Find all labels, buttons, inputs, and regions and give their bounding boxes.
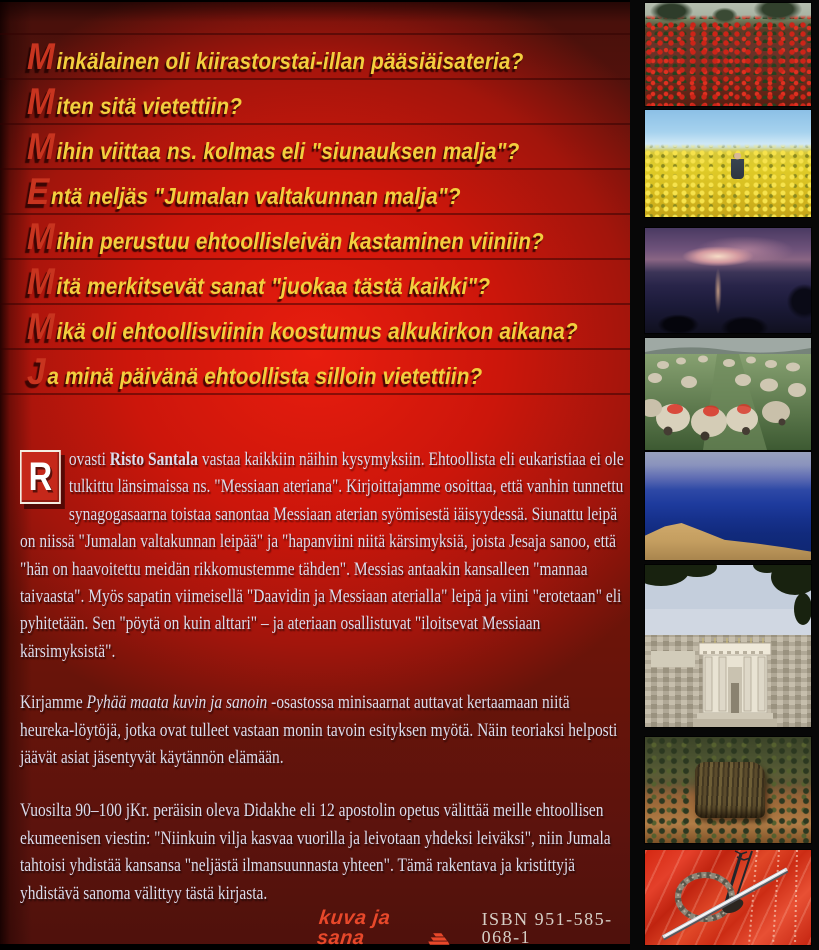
question-text: ihin perustuu ehtoollisleivän kastaminen viiniin? [56,228,544,254]
question-line [0,260,630,305]
body-text [20,446,625,931]
photo-blue-sea-coast [645,452,811,560]
question-text: ikä oli ehtoollisviinin koostumus alkukirkon aikana? [56,318,578,344]
intro-segment-b: vastaa kaikkiin näihin kysymyksiin. Ehtoollista eli eukaristiaa ei ole tulkittu länsimaissa ns. "Messiaan ateriana". Kirjoittajamme osoittaa, että vanhin tunnettu synagogasaarna toistaa sanontaa Messiaan aterian syömisestä iäisyydessä. Siunattu leipä on niissä "Jumalan valtakunnan leipää" ja "hapanviini niitä kärsimyksiä, joista Jesaja sanoo, että "hän on haavoitettu meidän rikkomustemme tähden". Messias antaakin kansalleen "mannaa taivaasta". Myös sapatin viimeisellä "Daavidin ja Messiaan aterialla" leipä ja viini "erotetaan" eli pyhitetään. Sen "pöytä on kuin alttari" – ja ateriaan osallistuvat "iloitsevat Messiaan kärsimyksistä". [20,449,624,662]
photo-crown-of-thorns [645,850,811,945]
photo-temple-model [645,565,811,727]
intro-segment-a: ovasti [68,449,110,470]
p2-segment-a: Kirjamme [20,692,87,714]
photo-strip [630,0,819,950]
photo-sheep-flock [645,338,811,450]
question-initial: M [27,80,55,122]
photo-olive-tree [645,737,811,843]
question-initial: M [27,35,55,77]
photo-sunset-sea [645,228,811,333]
question-initial: J [27,350,46,392]
question-line [0,215,630,260]
question-line [0,170,630,215]
questions-list [0,33,630,395]
author-name: Risto Santala [109,449,198,470]
question-text: iten sitä vietettiin? [56,93,243,119]
question-text: a minä päivänä ehtoollista silloin vietettiin? [47,363,483,389]
question-initial: M [27,125,55,167]
isbn-text: ISBN 951-585-068-1 [481,909,613,947]
sand-ridge [645,518,811,560]
question-initial: M [27,305,55,347]
person-figure [731,153,744,179]
question-text: itä merkitsevät sanat "juokaa tästä kaikki"? [56,273,491,299]
dropcap-letter: R [28,455,53,499]
temple-model-illustration [645,565,811,727]
book-section-title: Pyhää maata kuvin ja sanoin [86,692,268,714]
question-text: inkälainen oli kiirastorstai-illan pääsiäisateria? [56,48,524,74]
footer [315,907,630,949]
question-initial: M [27,215,55,257]
crown-of-thorns-illustration [645,850,811,945]
question-line [0,80,630,125]
publisher-logo-text: kuva ja sana [315,907,392,949]
paragraph-intro [20,446,625,665]
question-line [0,350,630,395]
olive-tree-trunk [695,762,765,817]
photo-poppy-field [645,3,811,106]
question-line [0,125,630,170]
question-text: ntä neljäs "Jumalan valtakunnan malja"? [51,183,461,209]
paragraph-book-section [20,689,625,771]
cover-red-panel [0,2,630,949]
sheep-flock-illustration [645,338,811,450]
paragraph-didache: Vuosilta 90–100 jKr. peräisin oleva Didakhe eli 12 apostolin opetus välittää meille ehtoollisen ekumeenisen viestin: "Niinkuin vilja kasvaa vuorilla ja leivotaan yhdeksi leiväksi", niin Jumala tahtoisi yhdistää kansansa "neljästä ilmansuunnasta yhteen". Tämä rakentava ja kristittyjä yhdistävä sanoma välittyy tästä kirjasta. [20,800,611,904]
question-text: ihin viittaa ns. kolmas eli "siunauksen malja"? [56,138,520,164]
p2-segment-b: -osastossa minisaarnat auttavat kertaamaan niitä heureka-löytöjä, jotka ovat tulleet vastaan monin tavoin esityksen myötä. Näin teoriaksi helposti jäävät asiat jäsentyvät käytännön elämään. [20,692,618,769]
question-line [0,35,630,80]
question-initial: E [27,170,50,212]
question-initial: M [27,260,55,302]
question-line [0,305,630,350]
photo-yellow-flower-field [645,110,811,217]
publisher-logo [315,907,450,949]
publisher-logo-mark-icon [425,930,450,948]
dropcap-box [20,450,61,504]
